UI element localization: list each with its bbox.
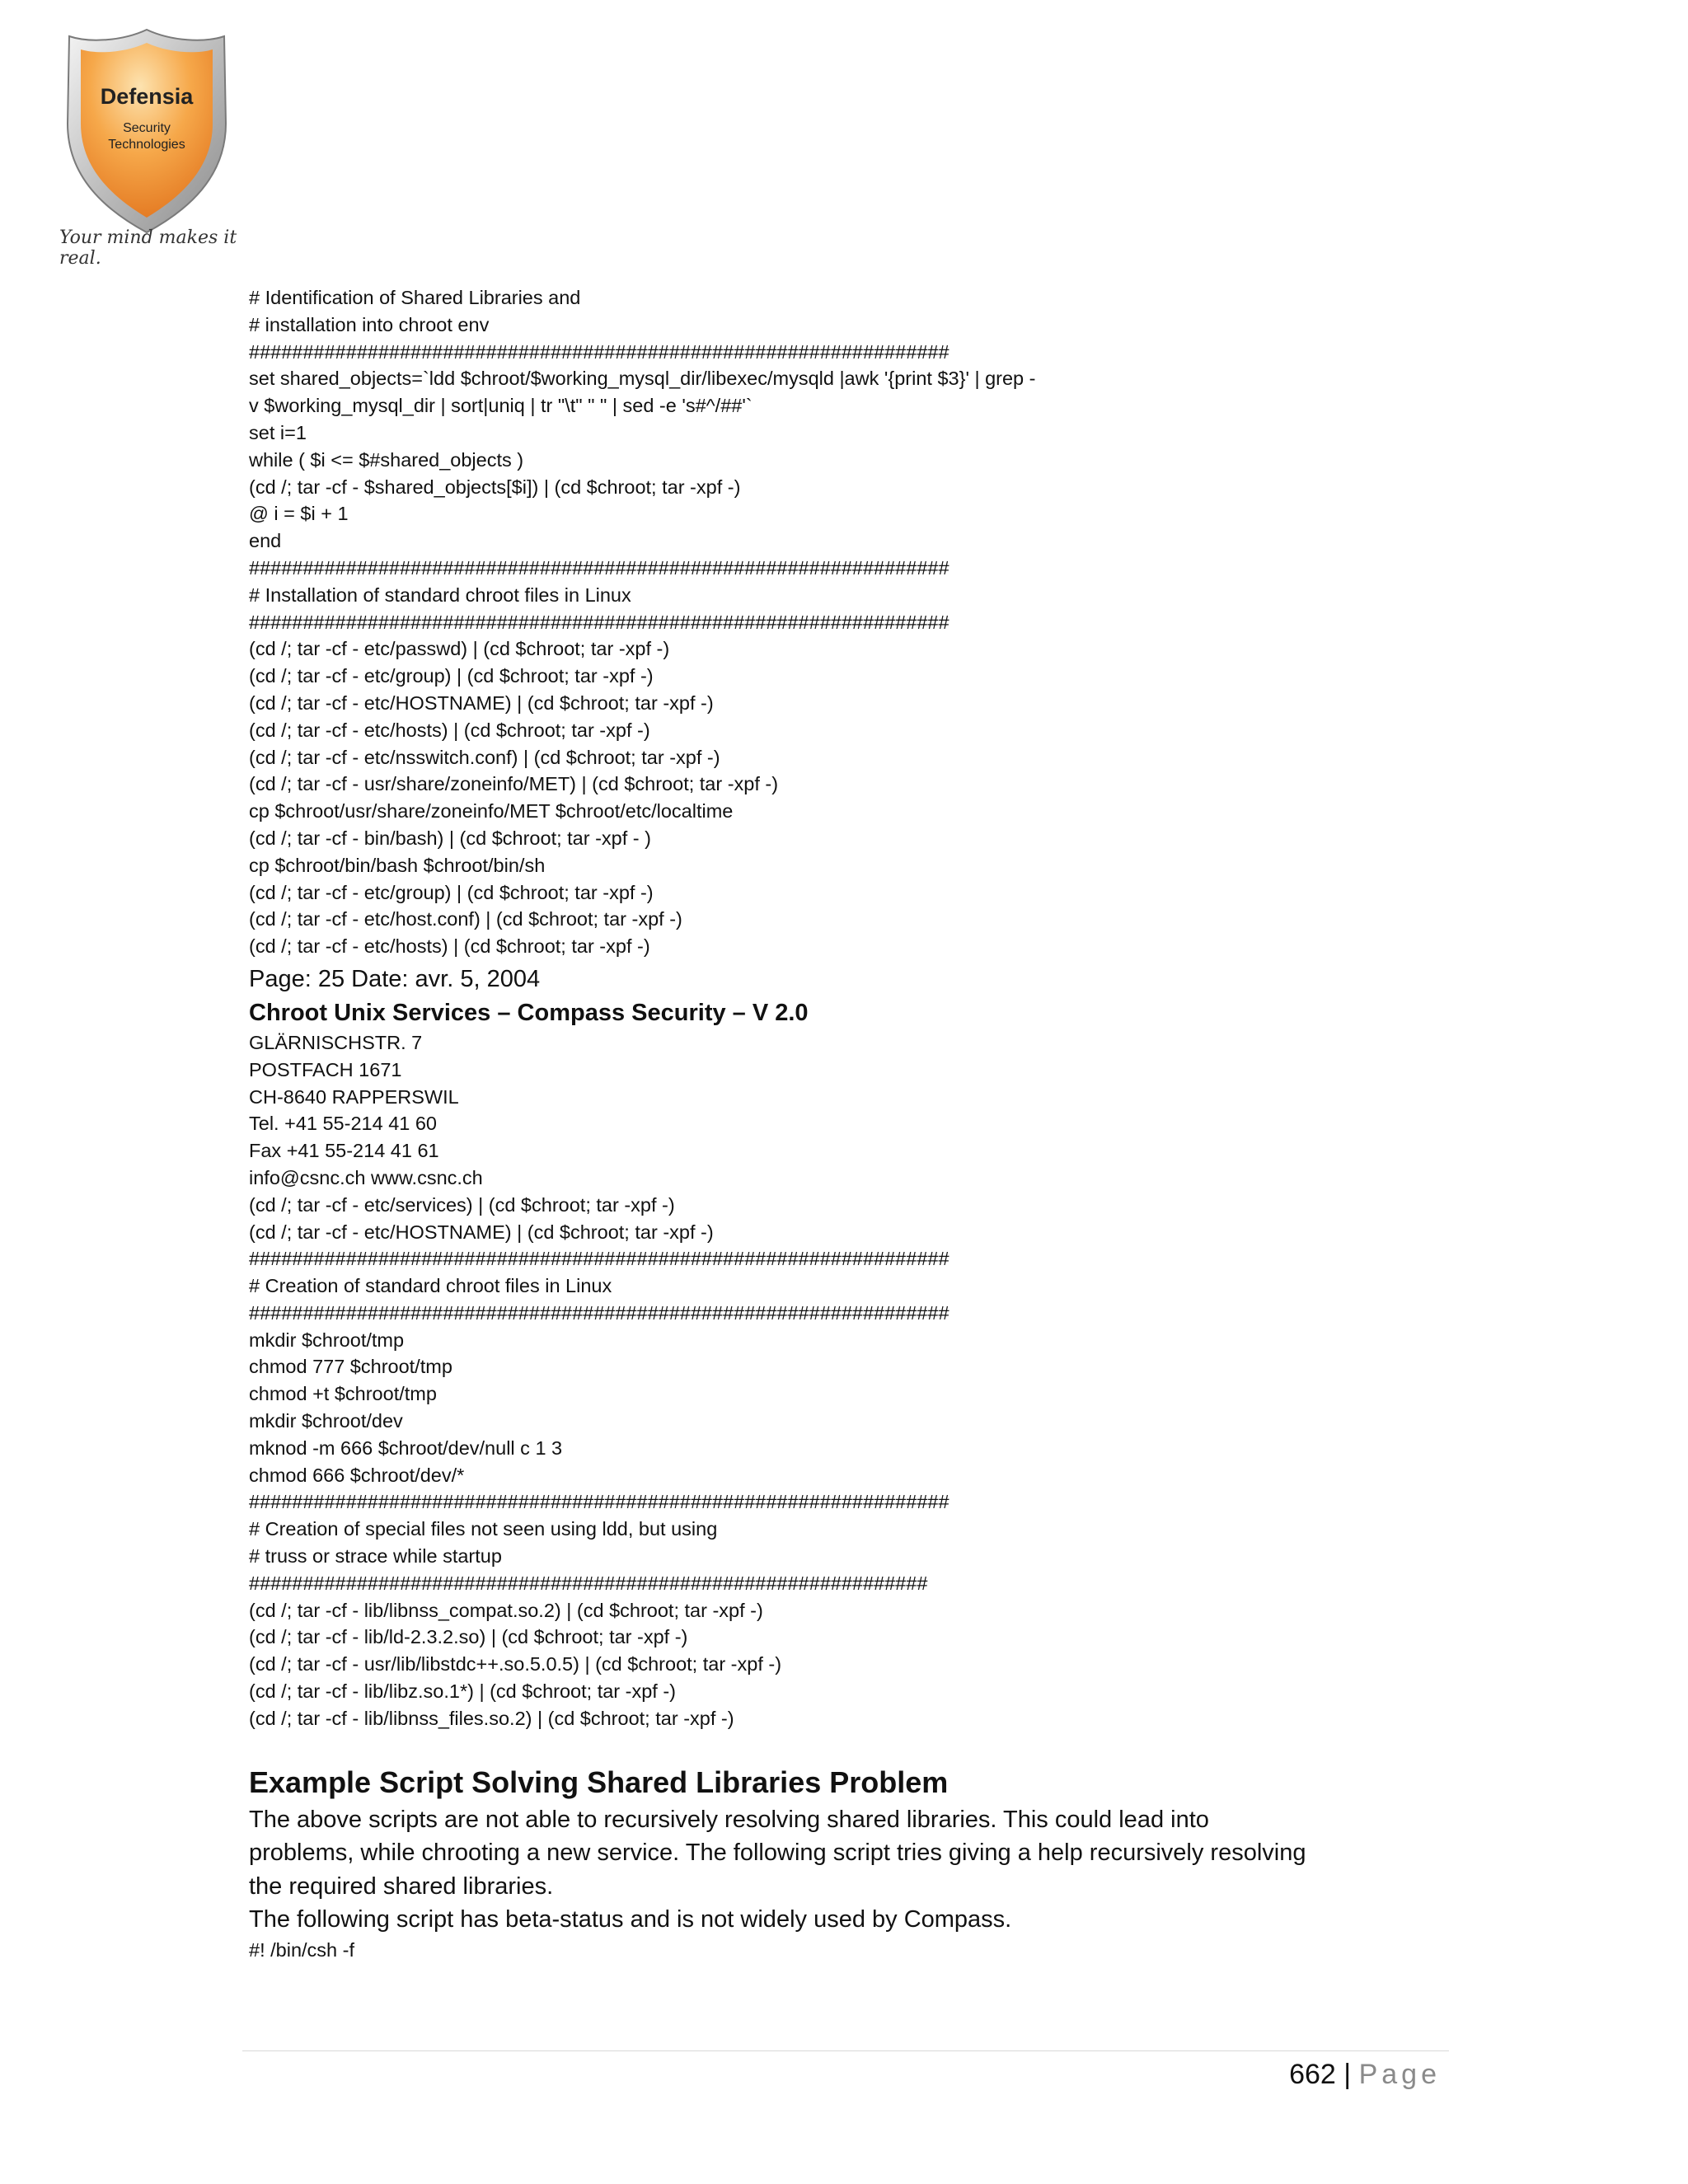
address-line: POSTFACH 1671 bbox=[249, 1058, 402, 1080]
section-heading: Example Script Solving Shared Libraries Problem bbox=[249, 1765, 949, 1799]
address-line: Tel. +41 55-214 41 60 bbox=[249, 1113, 438, 1135]
code-line: (cd /; tar -cf - lib/libnss_compat.so.2) | (cd $chroot; tar -xpf -) bbox=[249, 1599, 763, 1621]
code-block-chroot-files bbox=[249, 1192, 1444, 1732]
code-line: (cd /; tar -cf - etc/nsswitch.conf) | (cd $chroot; tar -xpf -) bbox=[249, 746, 720, 768]
code-line: (cd /; tar -cf - etc/HOSTNAME) | (cd $chroot; tar -xpf -) bbox=[249, 691, 714, 714]
paragraph: The following script has beta-status and is not widely used by Compass. bbox=[249, 1906, 1012, 1933]
logo-name: Defensia bbox=[100, 84, 194, 109]
logo-line1: Security bbox=[123, 121, 171, 135]
code-line: # Creation of special files not seen using ldd, but using bbox=[249, 1518, 718, 1540]
code-line: chmod +t $chroot/tmp bbox=[249, 1383, 437, 1405]
code-line: (cd /; tar -cf - usr/lib/libstdc++.so.5.0.5) | (cd $chroot; tar -xpf -) bbox=[249, 1653, 782, 1675]
code-line: (cd /; tar -cf - etc/host.conf) | (cd $chroot; tar -xpf -) bbox=[249, 908, 682, 930]
code-line: @ i = $i + 1 bbox=[249, 503, 349, 525]
code-line: set i=1 bbox=[249, 421, 307, 443]
code-line: # Installation of standard chroot files in Linux bbox=[249, 583, 631, 606]
page-content bbox=[249, 284, 1444, 1963]
footer-divider bbox=[242, 2050, 1449, 2051]
code-line: set shared_objects=`ldd $chroot/$working_mysql_dir/libexec/mysqld |awk '{print $3}' | grep - bbox=[249, 368, 1036, 390]
code-line: mkdir $chroot/tmp bbox=[249, 1329, 405, 1351]
code-line: ################################################################# bbox=[249, 611, 950, 633]
footer-separator: | bbox=[1343, 2059, 1352, 2090]
code-line: mkdir $chroot/dev bbox=[249, 1410, 403, 1432]
address-line: GLÄRNISCHSTR. 7 bbox=[249, 1031, 423, 1053]
code-line: ################################################################# bbox=[249, 340, 950, 363]
page-date-line: Page: 25 Date: avr. 5, 2004 bbox=[249, 965, 541, 992]
code-line: (cd /; tar -cf - etc/HOSTNAME) | (cd $chroot; tar -xpf -) bbox=[249, 1221, 714, 1243]
code-line: (cd /; tar -cf - $shared_objects[$i]) | (cd $chroot; tar -xpf -) bbox=[249, 476, 741, 498]
logo-line2: Technologies bbox=[108, 138, 185, 152]
code-line: ############################################################### bbox=[249, 1572, 928, 1594]
address-line: info@csnc.ch www.csnc.ch bbox=[249, 1166, 483, 1188]
code-line: (cd /; tar -cf - lib/ld-2.3.2.so) | (cd $chroot; tar -xpf -) bbox=[249, 1626, 688, 1648]
code-line: # Identification of Shared Libraries and bbox=[249, 287, 581, 308]
code-line: ################################################################# bbox=[249, 1491, 950, 1513]
code-line: (cd /; tar -cf - etc/services) | (cd $chroot; tar -xpf -) bbox=[249, 1193, 675, 1216]
page-label: Page bbox=[1358, 2059, 1441, 2090]
address-line: CH-8640 RAPPERSWIL bbox=[249, 1085, 459, 1108]
page-footer bbox=[1289, 2059, 1441, 2091]
shebang-line: #! /bin/csh -f bbox=[249, 1938, 354, 1961]
code-line: ################################################################# bbox=[249, 1248, 950, 1270]
logo-tagline: Your mind makes it real. bbox=[59, 227, 237, 269]
code-line: # installation into chroot env bbox=[249, 313, 490, 335]
code-line: (cd /; tar -cf - etc/group) | (cd $chroot; tar -xpf -) bbox=[249, 665, 654, 687]
code-line: (cd /; tar -cf - lib/libz.so.1*) | (cd $chroot; tar -xpf -) bbox=[249, 1680, 677, 1703]
code-line: cp $chroot/bin/bash $chroot/bin/sh bbox=[249, 854, 546, 876]
code-line: end bbox=[249, 530, 282, 552]
code-block-chroot-install bbox=[249, 284, 1444, 960]
code-line: (cd /; tar -cf - etc/group) | (cd $chroot; tar -xpf -) bbox=[249, 881, 654, 903]
code-line: # Creation of standard chroot files in Linux bbox=[249, 1275, 612, 1297]
code-line: (cd /; tar -cf - bin/bash) | (cd $chroot; tar -xpf - ) bbox=[249, 827, 651, 849]
page-number: 662 bbox=[1289, 2059, 1336, 2090]
code-line: v $working_mysql_dir | sort|uniq | tr "\t" " " | sed -e 's#^/##'` bbox=[249, 395, 753, 417]
code-line: (cd /; tar -cf - etc/passwd) | (cd $chroot; tar -xpf -) bbox=[249, 638, 670, 660]
shield-logo-icon bbox=[56, 25, 237, 239]
code-line: mknod -m 666 $chroot/dev/null c 1 3 bbox=[249, 1436, 563, 1459]
code-line: ################################################################# bbox=[249, 1301, 950, 1324]
code-line: (cd /; tar -cf - usr/share/zoneinfo/MET) | (cd $chroot; tar -xpf -) bbox=[249, 773, 779, 795]
code-line: (cd /; tar -cf - lib/libnss_files.so.2) | (cd $chroot; tar -xpf -) bbox=[249, 1707, 734, 1729]
code-line: cp $chroot/usr/share/zoneinfo/MET $chroot/etc/localtime bbox=[249, 800, 734, 823]
company-address bbox=[249, 1029, 1444, 1192]
body-text bbox=[249, 1803, 1320, 1937]
code-line: (cd /; tar -cf - etc/hosts) | (cd $chroot; tar -xpf -) bbox=[249, 935, 650, 958]
code-line: (cd /; tar -cf - etc/hosts) | (cd $chroot; tar -xpf -) bbox=[249, 719, 650, 741]
code-line: while ( $i <= $#shared_objects ) bbox=[249, 448, 524, 471]
document-title: Chroot Unix Services – Compass Security – V 2.0 bbox=[249, 999, 809, 1026]
code-line: ################################################################# bbox=[249, 556, 950, 579]
paragraph: The above scripts are not able to recursively resolving shared libraries. This could lead into problems, while chrooting a new service. The following script tries giving a help recursively resolving the required shared libraries. bbox=[249, 1806, 1306, 1900]
code-line: chmod 666 $chroot/dev/* bbox=[249, 1464, 465, 1486]
code-line: # truss or strace while startup bbox=[249, 1545, 502, 1568]
address-line: Fax +41 55-214 41 61 bbox=[249, 1140, 439, 1162]
code-line: chmod 777 $chroot/tmp bbox=[249, 1356, 452, 1378]
